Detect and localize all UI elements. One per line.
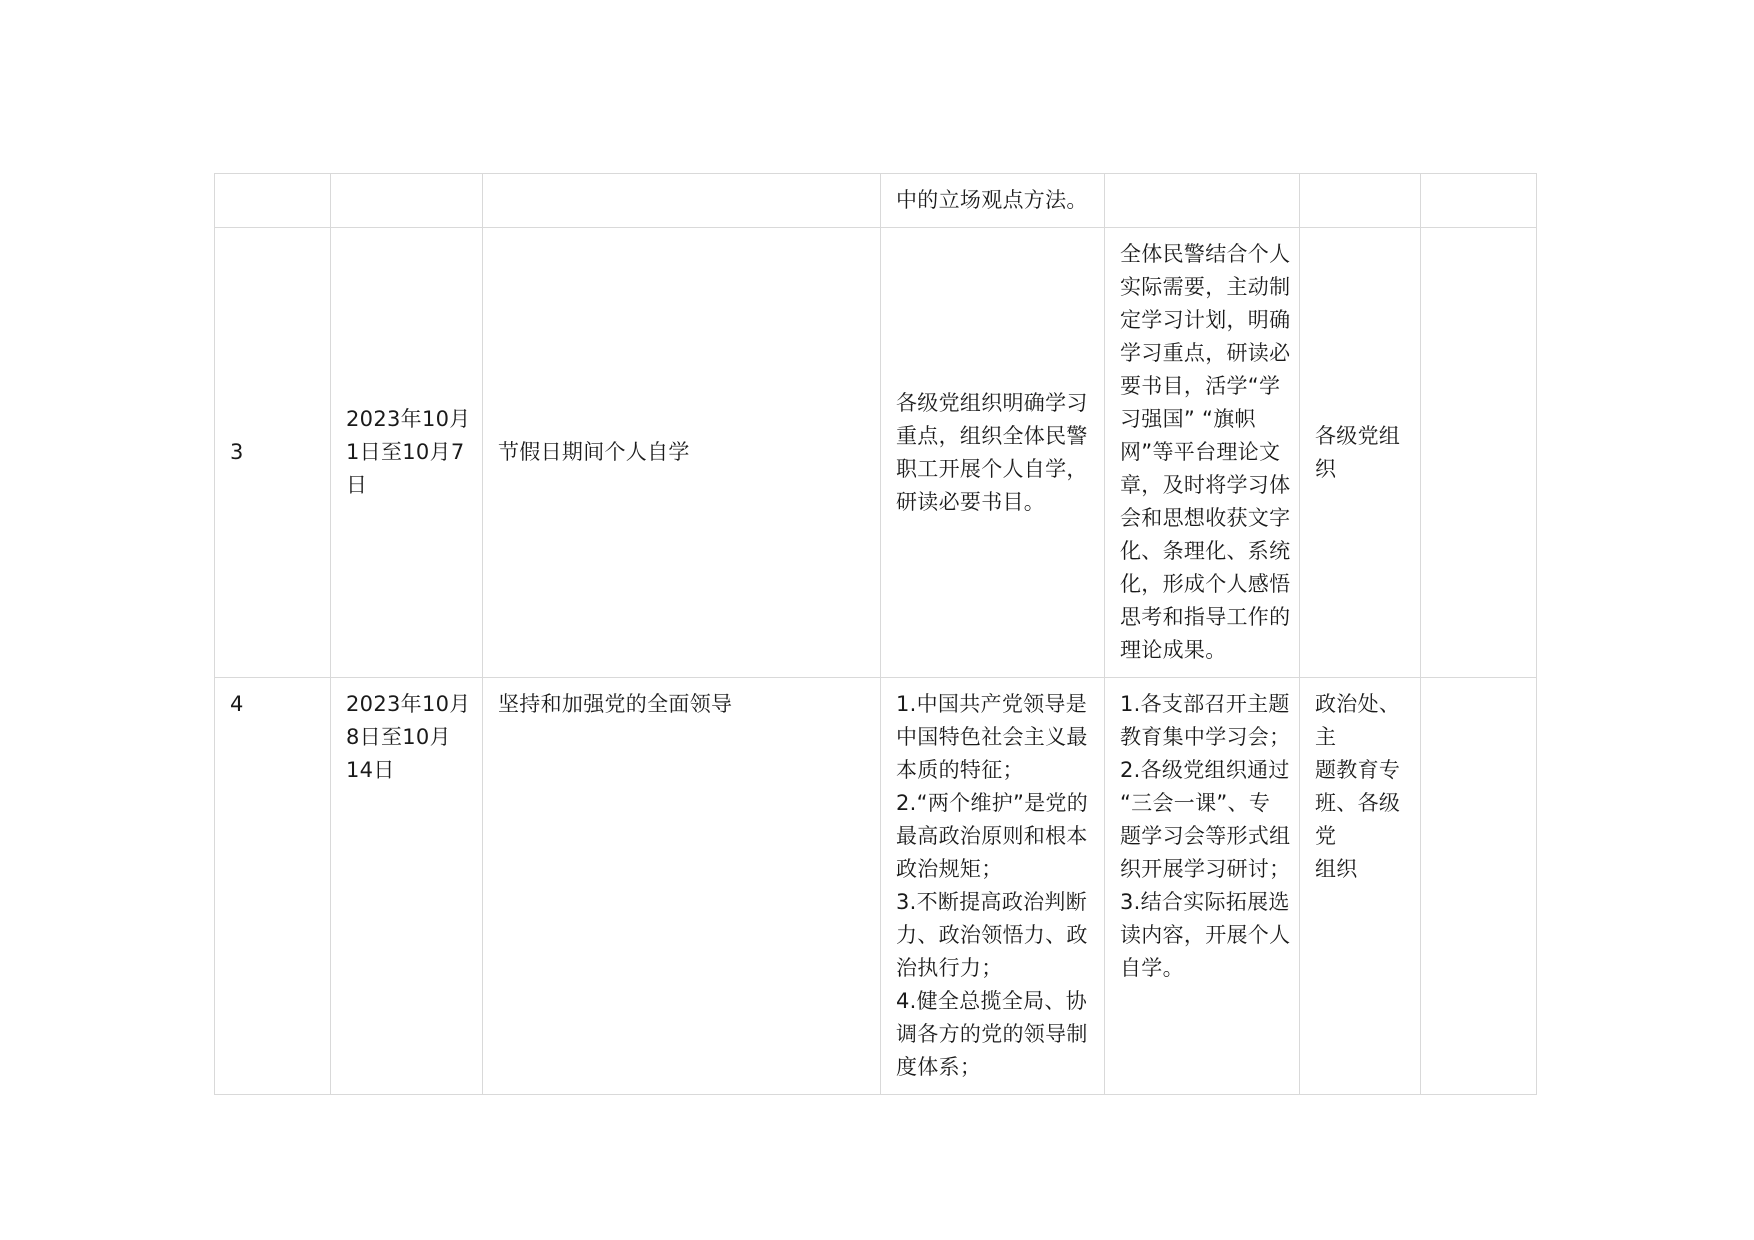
- cell-method: 全体民警结合个人 实际需要，主动制 定学习计划，明确 学习重点，研读必 要书目，活学“学 习强国” “旗帜 网”等平台理论文 章，及时将学习体 会和思想收获文字 化、条理化、系统 化，形成个人感悟 思考和指导工作的 理论成果。: [1105, 228, 1300, 678]
- cell-method: [1105, 174, 1300, 228]
- cell-topic: 节假日期间个人自学: [483, 228, 881, 678]
- cell-method: 1.各支部召开主题 教育集中学习会； 2.各级党组织通过 “三会一课”、专 题学习会等形式组 织开展学习研讨； 3.结合实际拓展选 读内容，开展个人 自学。: [1105, 678, 1300, 1095]
- cell-responsible: 政治处、主 题教育专 班、各级党 组织: [1300, 678, 1421, 1095]
- study-schedule-table: [214, 173, 1537, 1095]
- cell-number: [215, 174, 331, 228]
- cell-content: 中的立场观点方法。: [881, 174, 1105, 228]
- cell-number: 4: [215, 678, 331, 1095]
- cell-responsible: 各级党组织: [1300, 228, 1421, 678]
- cell-topic: [483, 174, 881, 228]
- table-row: [215, 228, 1537, 678]
- cell-date: 2023年10月 8日至10月 14日: [331, 678, 483, 1095]
- table-row: [215, 678, 1537, 1095]
- cell-number: 3: [215, 228, 331, 678]
- cell-content: 各级党组织明确学习 重点，组织全体民警 职工开展个人自学， 研读必要书目。: [881, 228, 1105, 678]
- cell-note: [1421, 228, 1537, 678]
- cell-date: [331, 174, 483, 228]
- cell-content: 1.中国共产党领导是 中国特色社会主义最 本质的特征； 2.“两个维护”是党的 最高政治原则和根本 政治规矩； 3.不断提高政治判断 力、政治领悟力、政 治执行力； 4.健全总揽全局、协 调各方的党的领导制 度体系；: [881, 678, 1105, 1095]
- cell-date: 2023年10月 1日至10月7 日: [331, 228, 483, 678]
- table-row: [215, 174, 1537, 228]
- cell-topic: 坚持和加强党的全面领导: [483, 678, 881, 1095]
- cell-note: [1421, 174, 1537, 228]
- cell-note: [1421, 678, 1537, 1095]
- cell-responsible: [1300, 174, 1421, 228]
